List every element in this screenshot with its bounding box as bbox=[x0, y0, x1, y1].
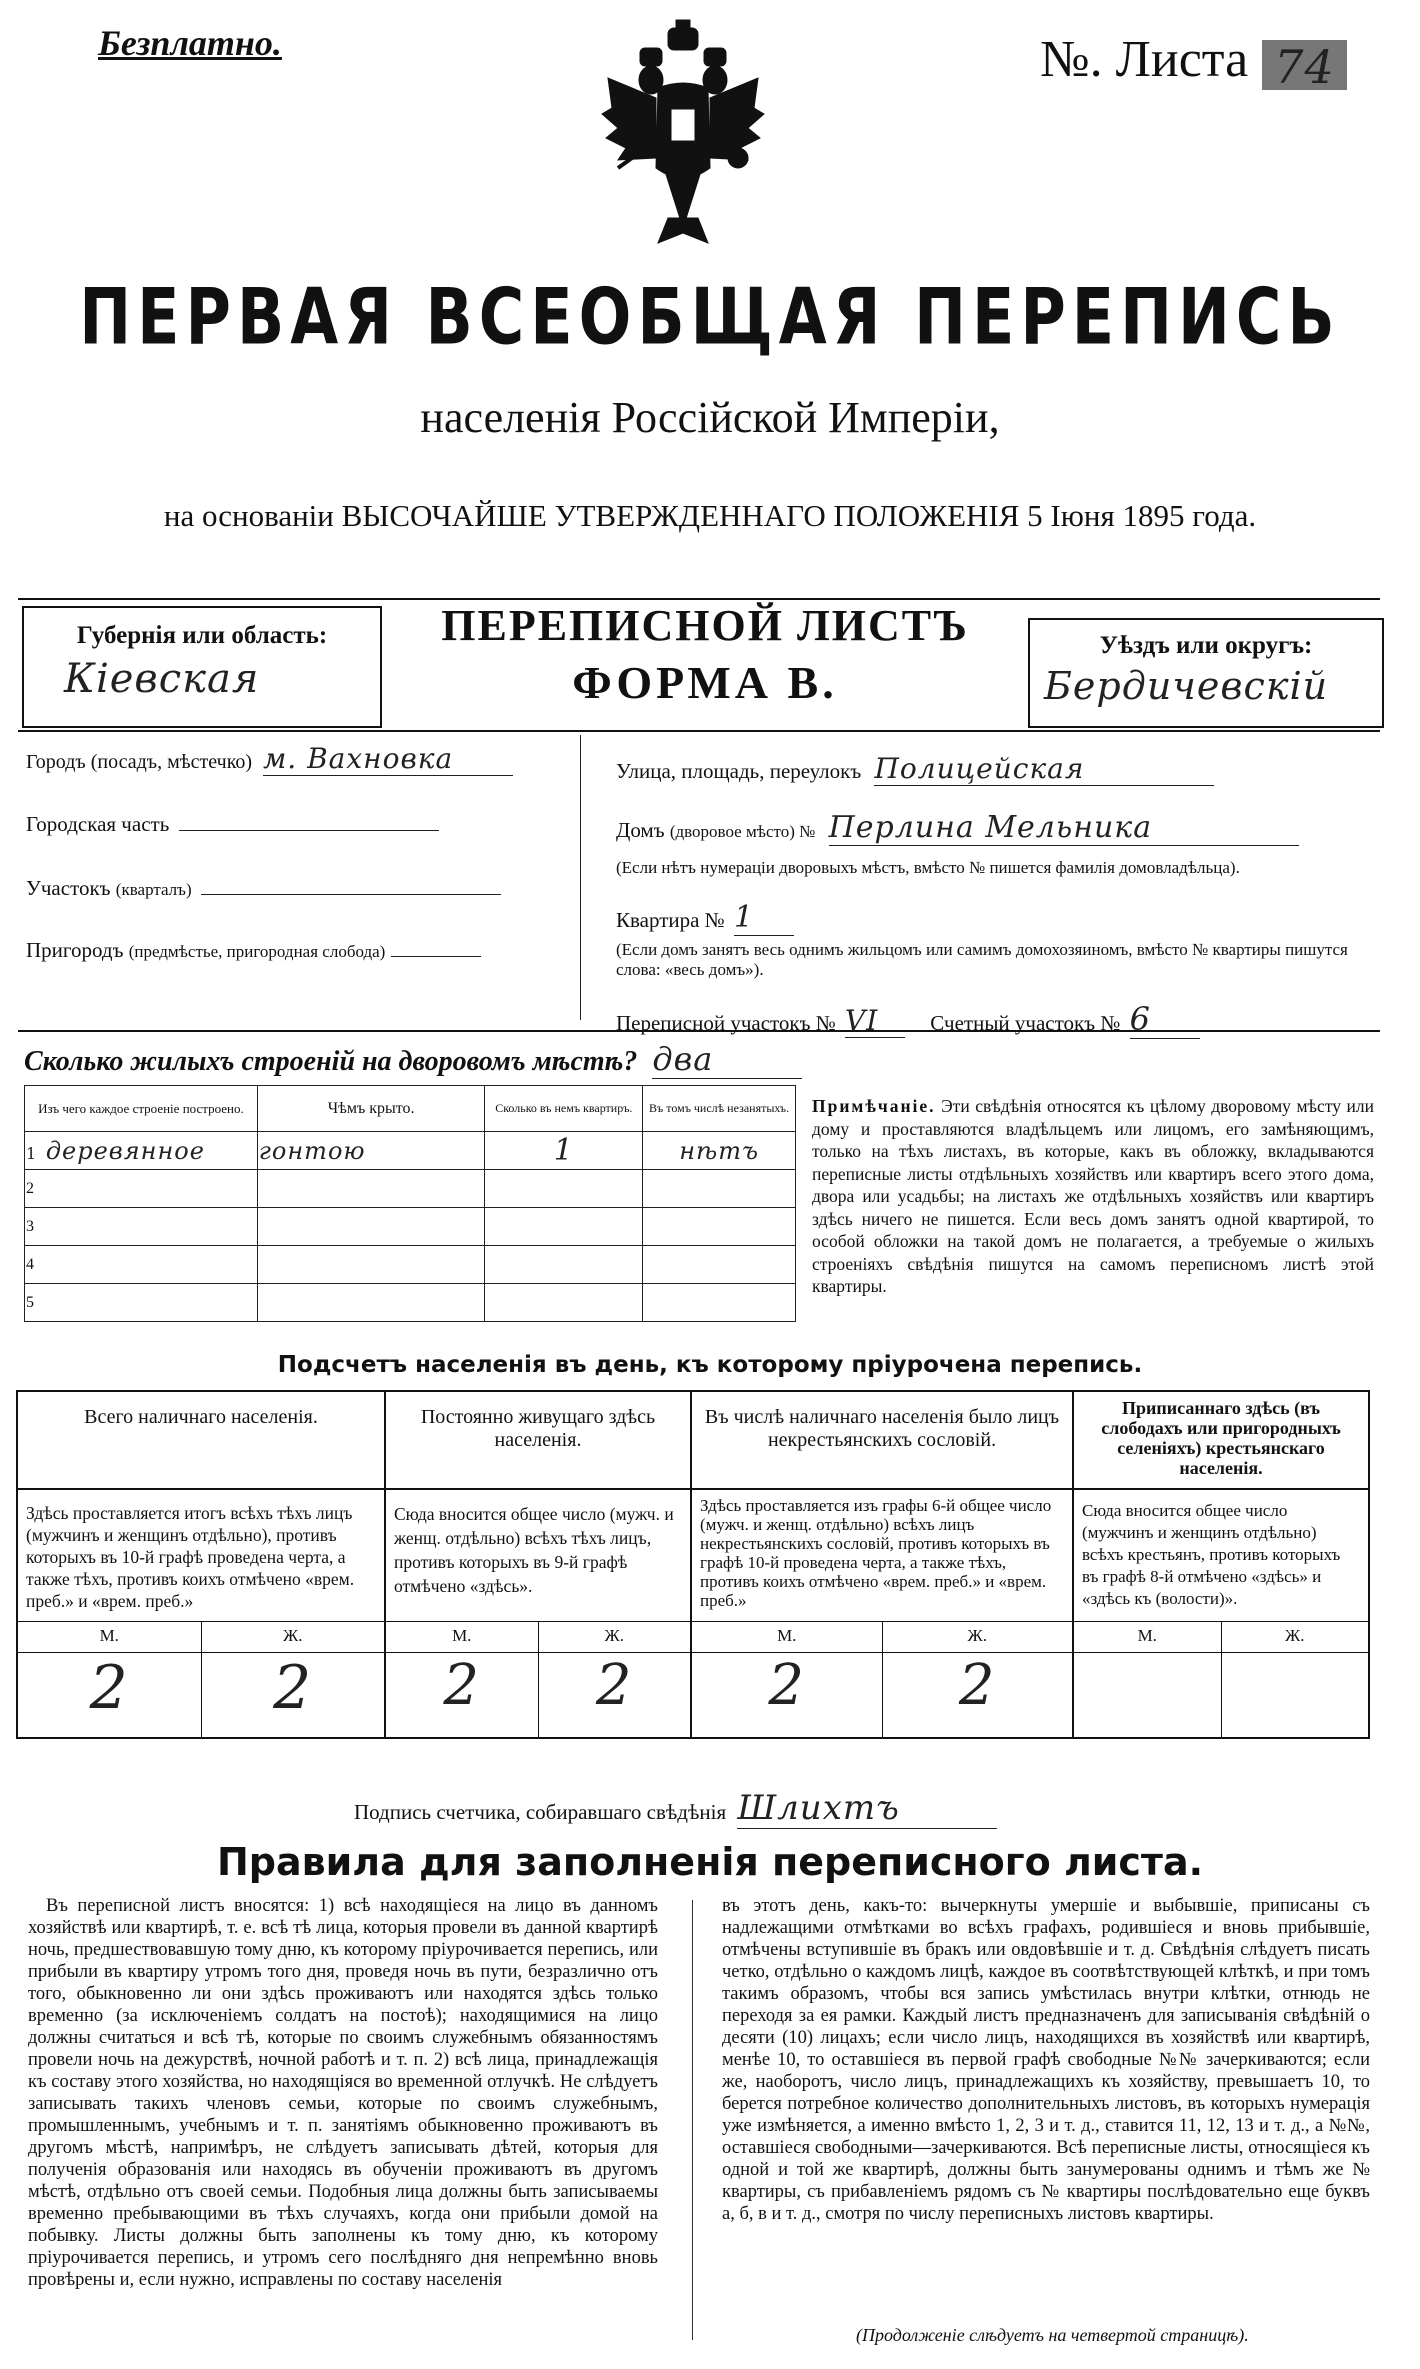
form-title-line2: ФОРМА В. bbox=[572, 657, 838, 708]
row-number: 4 bbox=[26, 1255, 34, 1273]
population-title: Подсчетъ населенія въ день, къ которому пріурочена перепись. bbox=[277, 1352, 1143, 1378]
roof-cell[interactable] bbox=[257, 1208, 485, 1246]
header-material: Изъ чего каждое строеніе построено. bbox=[25, 1086, 258, 1132]
col-text: Сюда вносится общее число (мужчинъ и женщинъ отдѣльно) всѣхъ крестьянъ, противъ которыхъ въ графѣ 8-й отмѣчено «здѣсь» и «здѣсь къ (волости)». bbox=[1074, 1490, 1368, 1622]
note-text: Эти свѣдѣнія относятся къ цѣлому дворовому мѣсту или дому и проставляются владѣльцемъ или лицомъ, его замѣняющимъ, только на тѣхъ листахъ, въ которые, какъ въ обложку, вкладываются переписные листы отдѣльныхъ хозяйствъ или квартиръ всего этого дома, двора или усадьбы; на листахъ же отдѣльныхъ хозяйствъ или квартиръ здѣсь ничего не пишется. Если весь домъ занятъ одной квартирой, то особой обложки на такой домъ не полагается, а требуемые о жилыхъ строеніяхъ свѣдѣнія пишутся на самомъ переписномъ листѣ этой квартиры. bbox=[812, 1096, 1375, 1296]
census-district-row bbox=[616, 1000, 1200, 1039]
male-count[interactable]: 2 bbox=[386, 1653, 539, 1737]
male-label: М. bbox=[692, 1622, 883, 1652]
city-district-label: Городская часть bbox=[26, 812, 170, 836]
header-roof: Чѣмъ крыто. bbox=[257, 1086, 485, 1132]
apartments-cell[interactable] bbox=[485, 1170, 643, 1208]
female-label: Ж. bbox=[1285, 1626, 1305, 1645]
apartment-label: Квартира № bbox=[616, 908, 725, 932]
row-number: 1 bbox=[26, 1143, 38, 1163]
material-cell[interactable] bbox=[25, 1170, 258, 1208]
count-district-label: Счетный участокъ № bbox=[930, 1011, 1121, 1035]
signature-row bbox=[354, 1788, 997, 1829]
province-label: Губернія или область: bbox=[76, 622, 328, 649]
suburb-row bbox=[26, 934, 481, 963]
main-title: ПЕРВАЯ ВСЕОБЩАЯ ПЕРЕПИСЬ bbox=[79, 270, 1341, 363]
street-row bbox=[616, 752, 1214, 786]
population-col-resident bbox=[386, 1392, 692, 1737]
note-title: Примѣчаніе. bbox=[812, 1096, 936, 1116]
city-district-row bbox=[26, 808, 439, 837]
male-count[interactable]: 2 bbox=[18, 1653, 202, 1737]
street-value[interactable]: Полицейская bbox=[874, 752, 1214, 786]
sheet-number-label bbox=[1040, 30, 1248, 89]
table-row bbox=[25, 1208, 796, 1246]
male-count[interactable]: 2 bbox=[692, 1653, 883, 1737]
row-number: 5 bbox=[26, 1293, 34, 1311]
suburb-field[interactable] bbox=[391, 934, 481, 957]
population-table bbox=[16, 1390, 1370, 1739]
rules-title: Правила для заполненія переписного листа. bbox=[216, 1840, 1204, 1884]
precinct-label: Участокъ bbox=[26, 876, 111, 900]
rules-continued: (Продолженіе слѣдуетъ на четвертой страницѣ). bbox=[856, 2325, 1249, 2345]
material-cell[interactable] bbox=[25, 1132, 258, 1170]
col-head: Въ числѣ наличнаго населенія было лицъ некрестьянскихъ сословій. bbox=[692, 1392, 1072, 1490]
male-label: М. bbox=[1074, 1622, 1222, 1652]
district-box bbox=[1028, 618, 1384, 728]
roof-cell[interactable] bbox=[257, 1170, 485, 1208]
form-title-line1: ПЕРЕПИСНОЙ ЛИСТЪ bbox=[441, 601, 969, 650]
house-hint: (дворовое мѣсто) № bbox=[669, 822, 816, 841]
province-value[interactable]: Кіевская bbox=[64, 656, 260, 702]
rules-left-column: Въ переписной листъ вносятся: 1) всѣ находящіеся на лицо въ данномъ хозяйствѣ или квартирѣ, т. е. всѣ тѣ лица, которыя провели въ данной квартирѣ ночь, предшествовавшую тому дню, къ которому пріурочивается перепись, или прибыли въ квартиру утромъ того дня, проведя ночь въ пути, безразлично отъ того, обыкновенно ли они здѣсь проживаютъ или находятся здѣсь только временно (за исключеніемъ солдатъ на постоѣ); находящимися на лицо должны считаться и всѣ тѣ, которые по своимъ служебнымъ обязанностямъ провели ночь на дежурствѣ, ночной работѣ и т. п. 2) всѣ лица, принадлежащія къ составу этого хозяйства, но находящіяся во временной отлучкѣ. Не слѣдуетъ записывать такихъ членовъ семьи, которые по своимъ служебнымъ, промышленнымъ, учебнымъ и т. п. занятіямъ обыкновенно проживаютъ въ другомъ мѣстѣ, напримѣръ, не слѣдуетъ записывать дѣтей, которыя для полученія образованія или находясь въ обученіи проживаютъ въ другомъ мѣстѣ, отдѣльно отъ своей семьи. Подобныя лица должны быть записываемы временно пребывающими въ тѣхъ случаяхъ, когда они прибыли домой на побывку. Листы должны быть заполнены къ тому дню, къ которому пріурочивается перепись, и утромъ сего послѣдняго дня непремѣнно вновь провѣрены и, если нужно, исправлены по составу населенія bbox=[28, 1896, 658, 2290]
subtitle: населенія Россійской Имперіи, bbox=[420, 393, 1000, 442]
female-count[interactable]: 2 bbox=[273, 1653, 313, 1723]
signature-label: Подпись счетчика, собиравшаго свѣдѣнія bbox=[354, 1800, 727, 1824]
town-label: Городъ (посадъ, мѣстечко) bbox=[26, 751, 253, 773]
table-row bbox=[25, 1246, 796, 1284]
sheet-number-value[interactable]: 74 bbox=[1262, 40, 1347, 90]
town-row bbox=[26, 742, 571, 776]
male-count[interactable] bbox=[1074, 1653, 1222, 1737]
female-count[interactable] bbox=[1222, 1653, 1369, 1737]
male-label: М. bbox=[18, 1622, 202, 1652]
district-label: Уѣздъ или округъ: bbox=[1099, 632, 1313, 659]
vacant-cell[interactable] bbox=[643, 1170, 796, 1208]
town-value[interactable]: м. Вахновка bbox=[263, 742, 513, 776]
rules-right-column: въ этотъ день, какъ-то: вычеркнуты умершіе и выбывшіе, приписаны съ надлежащими отмѣтками во всѣхъ графахъ, родившіеся и вновь прибывшіе, отмѣчены вступившіе въ бракъ или овдовѣвшіе и т. д. Свѣдѣнія слѣдуетъ писать четко, отдѣльно о каждомъ лицѣ, каждое въ соотвѣтствующей клѣткѣ, и при томъ такимъ образомъ, чтобы вся запись умѣстилась внутри клѣтки, отнюдь не переходя за ея рамки. Каждый листъ предназначенъ для записыванія свѣдѣній о десяти (10) лицахъ; если число лицъ, находящихся въ хозяйствѣ или квартирѣ, менѣе 10, то оставшіеся въ первой графѣ свободные №№ зачеркиваются; если же, наоборотъ, число лицъ, принадлежащихъ къ хозяйству, превышаетъ 10, то берется потребное количество дополнительныхъ листовъ, въ которыхъ нумерація уже измѣняется, а именно вмѣсто 1, 2, 3 и т. д., ставится 11, 12, 13 и т. д., а №№, оставшіеся свободными—зачеркиваются. Всѣ переписные листы, относящіеся къ одной и той же квартирѣ, должны быть занумерованы однимъ и тѣмъ же № квартиры, съ прибавленіемъ рядомъ съ № квартиры послѣдовательно еще буквъ а, б, в и т. д., смотря по числу переписныхъ листовъ квартиры. bbox=[722, 1896, 1370, 2224]
header-apartments: Сколько въ немъ квартиръ. bbox=[485, 1086, 643, 1132]
male-label: М. bbox=[386, 1622, 539, 1652]
house-value[interactable]: Перлина Мельника bbox=[829, 810, 1299, 846]
col-head: Постоянно живущаго здѣсь населенія. bbox=[386, 1392, 690, 1490]
buildings-answer[interactable]: два bbox=[652, 1040, 802, 1079]
apartment-row bbox=[616, 900, 794, 936]
buildings-question-row bbox=[24, 1040, 802, 1079]
population-col-peasant bbox=[1074, 1392, 1368, 1737]
row-number: 2 bbox=[26, 1179, 34, 1197]
house-label: Домъ bbox=[616, 818, 665, 842]
basis-line: на основаніи ВЫСОЧАЙШЕ УТВЕРЖДЕННАГО ПОЛОЖЕНІЯ 5 Іюня 1895 года. bbox=[163, 498, 1257, 533]
col-head: Всего наличнаго населенія. bbox=[18, 1392, 384, 1490]
vacant-cell[interactable] bbox=[643, 1246, 796, 1284]
material-value: деревянное bbox=[45, 1136, 205, 1165]
buildings-table-header bbox=[25, 1086, 796, 1132]
apartment-note: (Если домъ занятъ весь однимъ жильцомъ или самимъ домохозяиномъ, вмѣсто № квартиры пишутся слова: «весь домъ»). bbox=[616, 940, 1348, 979]
census-district-value[interactable]: VI bbox=[845, 1004, 905, 1038]
street-label: Улица, площадь, переулокъ bbox=[616, 759, 862, 783]
female-label: Ж. bbox=[283, 1626, 303, 1645]
table-row bbox=[25, 1170, 796, 1208]
buildings-note bbox=[812, 1095, 1374, 1298]
city-district-field[interactable] bbox=[179, 808, 439, 831]
suburb-hint: (предмѣстье, пригородная слобода) bbox=[128, 942, 386, 961]
material-cell[interactable] bbox=[25, 1208, 258, 1246]
buildings-question: Сколько жилыхъ строеній на дворовомъ мѣстѣ? bbox=[24, 1046, 638, 1077]
female-label: Ж. bbox=[604, 1626, 624, 1645]
house-row bbox=[616, 810, 1299, 846]
precinct-field[interactable] bbox=[201, 872, 501, 895]
apartments-cell[interactable] bbox=[485, 1208, 643, 1246]
address-divider bbox=[580, 735, 581, 1020]
female-label: Ж. bbox=[967, 1626, 987, 1645]
population-col-non-peasant bbox=[692, 1392, 1074, 1737]
buildings-table bbox=[24, 1085, 796, 1322]
population-col-total bbox=[18, 1392, 386, 1737]
col-text: Здѣсь проставляется итогъ всѣхъ тѣхъ лицъ (мужчинъ и женщинъ отдѣльно), противъ которыхъ въ 10-й графѣ проведена черта, а также тѣхъ, противъ коихъ отмѣчено «врем. преб.» и «врем. преб.» bbox=[18, 1490, 384, 1622]
apartments-cell[interactable]: 1 bbox=[485, 1132, 643, 1170]
roof-cell[interactable]: гонтою bbox=[257, 1132, 485, 1170]
suburb-label: Пригородъ bbox=[26, 938, 124, 962]
precinct-row bbox=[26, 872, 501, 901]
precinct-hint: (кварталъ) bbox=[115, 880, 192, 899]
free-label: Безплатно. bbox=[98, 23, 282, 63]
vacant-cell[interactable]: нѣтъ bbox=[643, 1132, 796, 1170]
signature-value[interactable]: Шлихтъ bbox=[737, 1788, 997, 1829]
col-text: Сюда вносится общее число (мужч. и женщ. отдѣльно) всѣхъ тѣхъ лицъ, противъ которыхъ въ 9-й графѣ отмѣчено «здѣсь». bbox=[386, 1490, 690, 1622]
double-headed-eagle-emblem-icon bbox=[598, 18, 768, 258]
vacant-cell[interactable] bbox=[643, 1284, 796, 1322]
vacant-cell[interactable] bbox=[643, 1208, 796, 1246]
district-value[interactable]: Бердичевскій bbox=[1044, 664, 1329, 708]
census-district-label: Переписной участокъ № bbox=[616, 1011, 836, 1035]
apartment-value[interactable]: 1 bbox=[734, 900, 794, 936]
female-count[interactable]: 2 bbox=[595, 1653, 633, 1718]
row-number: 3 bbox=[26, 1217, 34, 1235]
material-cell[interactable] bbox=[25, 1246, 258, 1284]
female-count[interactable]: 2 bbox=[958, 1653, 996, 1718]
header-vacant: Въ томъ числѣ незанятыхъ. bbox=[643, 1086, 796, 1132]
col-text: Здѣсь проставляется изъ графы 6-й общее число (мужч. и женщ. отдѣльно) всѣхъ лицъ некрестьянскихъ сословій, противъ которыхъ въ графѣ 10-й проведена черта, а также тѣхъ, противъ коихъ отмѣчено «врем. преб.» и «врем. преб.» bbox=[692, 1490, 1072, 1622]
roof-cell[interactable] bbox=[257, 1284, 485, 1322]
roof-cell[interactable] bbox=[257, 1246, 485, 1284]
table-row bbox=[25, 1132, 796, 1170]
apartments-cell[interactable] bbox=[485, 1284, 643, 1322]
col-head: Приписаннаго здѣсь (въ слободахъ или пригородныхъ селеніяхъ) крестьянскаго населенія. bbox=[1074, 1392, 1368, 1490]
house-note: (Если нѣтъ нумераціи дворовыхъ мѣстъ, вмѣсто № пишется фамилія домовладѣльца). bbox=[616, 858, 1240, 877]
rules-column-divider bbox=[692, 1900, 693, 2340]
sheet-number-caption: №. Листа bbox=[1040, 31, 1249, 88]
count-district-value[interactable]: 6 bbox=[1130, 1000, 1200, 1039]
table-row bbox=[25, 1284, 796, 1322]
apartments-cell[interactable] bbox=[485, 1246, 643, 1284]
material-cell[interactable] bbox=[25, 1284, 258, 1322]
province-box bbox=[22, 606, 382, 728]
